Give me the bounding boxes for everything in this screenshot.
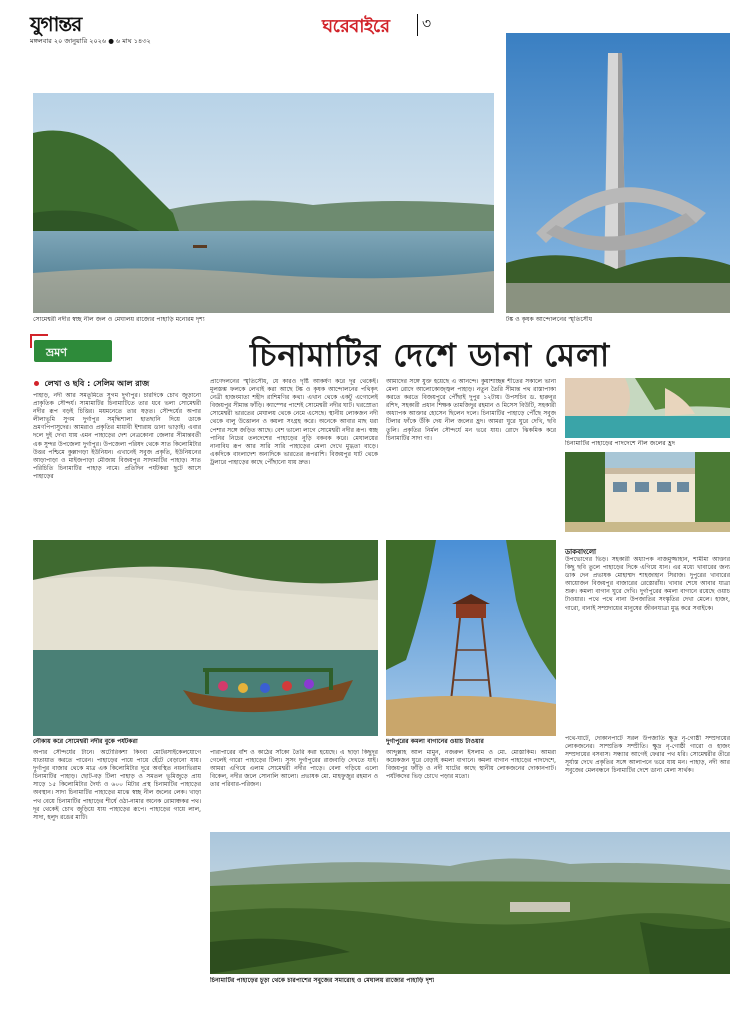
byline-bullet bbox=[34, 381, 39, 386]
tower-photo bbox=[386, 540, 556, 736]
dakbanglo-photo bbox=[565, 452, 730, 532]
monument-photo bbox=[506, 33, 730, 313]
masthead bbox=[0, 0, 747, 45]
boat-photo bbox=[33, 540, 378, 736]
hills-photo-caption: চিনামাটির পাহাড়ের চূড়া থেকে চারপাশের সবুজের সমারোহ ও মেঘালয় রাজ্যের পাহাড়ি দৃশ্য bbox=[210, 977, 435, 984]
article-column-4: উপভোগের ভিড়। সহকারী অধ্যাপক নাজমুজ্জাহান, শামীমা আক্তার কিছু ছবি তুলে পাহাড়ের দিকে এগিয়ে যান। এর মধ্যে খাবারের জন্য ডাক দেন প্রভাষক মোহাম্মদ শাহজাহান সিরাজ। দুপুরের খাবারের আয়োজন বিজয়পুর বাজারের রেস্তোরাঁয়। খাবার শেষে আবার যাত্রা শুরু। কমলা বাগান ঘুরে দেখি। দুর্গাপুরের কমলা বাগানে রয়েছে ওয়াচ টাওয়ার। পথে পথে নানা উপজাতির সংস্কৃতির দেখা মেলে। হাজং, গারো, বানাই সম্প্রদায়ের মানুষের জীবনযাত্রা মুগ্ধ করে সবাইকে। bbox=[565, 556, 730, 612]
category-label: ভ্রমণ bbox=[46, 346, 67, 359]
tower-photo-caption: দুর্গাপুরের কমলা বাগানের ওয়াচ টাওয়ার bbox=[386, 738, 484, 745]
article-column-8: পথে-ঘাটে, দোকানপাটে সরল উপজাতি ক্ষুদ্র নৃ-গোষ্ঠী সম্প্রদায়ের লোকজনের। সাম্প্রতিক সম্প্রীতি। ক্ষুদ্র নৃ-গোষ্ঠী গারো ও হাজং সম্প্রদায়ের বসবাস। সন্ধ্যার আগেই ফেরার পথ ধরি। সোমেশ্বরীর তীরে সূর্যাস্ত দেখে প্রকৃতির সঙ্গে আলাপনে ভরে যায় মন। পাহাড়, নদী আর সবুজের মেলবন্ধনে চিনামাটির দেশে ডানা মেলা সার্থক। bbox=[565, 735, 730, 775]
article-column-2: প্রাণেদলনের স্মৃতিসৌধ, যে কারও দৃষ্টি আকর্ষণ করে দূর থেকেই। মূলস্তম্ভ ফলকে লেখাই করা আছে টঙ্ক ও কৃষক আন্দোলনের পথিকৃৎ নেত্রী হাজংমাতা শহীদ রাশিমণির কথা। এখান থেকে একটু এগোলেই বিজয়পুর সীমান্ত ফাঁড়ি। ক্যাম্পের পাশেই সোমেশ্বরী নদীর ঘাট। খরস্রোতা সোমেশ্বরী ভারতের মেঘালয় থেকে নেমে এসেছে। স্থানীয় লোকজন নদী থেকে বালু উত্তোলন ও কয়লা সংগ্রহ করে। অনেকে আবার মাছ ধরা পেশার সঙ্গে জড়িত আছে। বেশ ভালো লাগে সোমেশ্বরী নদীর রূপ। স্বচ্ছ পানির নিচের তলদেশের পাহাড়ের নুড়ি বকবক করে। মেঘালয়ের নানাবিধ রূপ আর সারি সারি পাহাড়ের মেলা দেখে মুগ্ধতা বাড়ে। একদিকে বাংলাদেশ অন্যদিকে ভারতের রূপরাশি। বিজয়পুর ঘাট থেকে ট্রলারে পাহাড়ের কাছে পৌঁছানো যায় দ্রুত। bbox=[210, 378, 378, 466]
article-column-6: পারাপারের বাঁশ ও কাঠের সাঁকো তৈরি করা হয়েছে। এ ছাড়া কিছুদূর গেলেই গারো পাহাড়ের টিলা। সুসং দুর্গাপুরের রাজবাড়ি দেখতে যাই। আমরা এগিয়ে এলাম সোমেশ্বরী নদীর পাড়ে। বেলা গড়িয়ে এলো বিকেল, নদীর জলে সোনালি আলো। প্রভাষক মো. মাহফুজুর রহমান ও তার পরিবার-পরিজন। bbox=[210, 749, 378, 789]
boat-photo-caption: নৌকায় করে সোমেশ্বরী নদীর বুকে পর্যটকরা bbox=[33, 738, 138, 745]
article-column-1: পাহাড়, নদী আর সমতূমিতে সুগম দুর্গাপুর। চারদিকে চোখ জুড়ানো প্রাকৃতিক সৌন্দর্য। সামামাটির চিনামাটিতে তার ধবে ভলা সোমেশ্বরী নদীর রূপ বড়ই চিত্তির। ময়মনেতে তার ষড়ত। সৌন্দর্যের অপার লীলাভূমি সুগম দুর্গাপুর সমৃদ্ধিশালা হাতছানি দিয়ে ডাকে ভ্রমণপিপাসুদের। আমরাও প্রকৃতির মায়াবী ইশারায় ডানা ভাড়াই। এবার দলে দুই দেখা যায় এমন পাহাড়ের দেশ নেত্রকোনা জেলার সীমান্তবর্তী এক সুন্দর উপজেলা দুর্গাপুর। উপজেলা পরিষদ থেকে সাত কিলোমিটার উত্তর পশ্চিমে কুল্লাগড়া ইউনিয়ন। এখানেই সবুজ প্রকৃতি, ইউনিয়নের আড়াপাড়া ও মাইজপাড়া মৌজায় বিজয়পুর সাদামাটির পাহাড়। সাত পরিচিতি চিনামাটির পাহাড় নামে। প্রতিদিন পর্যটকরা ছুটে আসে পাহাড়ের bbox=[33, 392, 201, 480]
hills-photo bbox=[210, 832, 730, 974]
river-photo-caption: সোমেশ্বরী নদীর স্বচ্ছ নীল জল ও মেঘালয় রাজ্যের পাহাড়ি মনোরম দৃশ্য bbox=[33, 316, 205, 323]
date-line: মঙ্গলবার ২০ জানুয়ারি ২০২৬ ● ৬ মাঘ ১৪৩২ bbox=[30, 37, 151, 45]
river-photo bbox=[33, 93, 494, 313]
dakbanglo-subhead: ডাকবাংলো bbox=[565, 548, 597, 556]
article-column-7: আব্দুল্লাহ আল মামুন, নজরুল ইসলাম ও মো. মোস্তাকিম। আমরা কয়েকজন ঘুরে বেড়াই কমলা বাগানে। কমলা বাগান পাহাড়ের পাদদেশে, বিজয়পুর ফাঁড়ি ও নদী ঘাটের কাছে স্থানীয় লোকজনের দোকানপাট। পর্যটকদের ভিড় চোখে পড়ার মতো। bbox=[386, 749, 556, 781]
page-number: ৩ bbox=[422, 16, 432, 32]
article-column-3: আমাদের সঙ্গে যুক্ত হয়েছে এ আনন্দে। কুয়াশাচ্ছন্ন শীতের সকালে ভানা মেলা রোদে আলোকোজ্জ্বল পাহাড়। নতুন তৈরি সীমান্ত পথ রাস্তাপাকা করতে করতে বিজয়পুরে পৌঁছাই দুপুর ১২টায়। উপসচিব ড. হারুনুর রশিদ, সহকারী প্রধান শিক্ষক তামজিদুর রহমান ও মিসেস বিউটি, সহকারী অধ্যাপক আক্তার হোসেন ছিলেন দলে। চিনামাটির পাহাড়ে পৌঁছে সবুজ টিলার ফাঁকে উঁকি দেয় নীল জলের হ্রদ। আমরা ঘুরে ঘুরে দেখি, ছবি তুলি। প্রকৃতির নির্মল সৌন্দর্যে মন ভরে যায়। রোদে ঝিকমিক করে চিনামাটির সাদা গা। bbox=[386, 378, 556, 442]
category-tab bbox=[34, 340, 112, 362]
newspaper-logo: যুগান্তর bbox=[30, 12, 82, 36]
lake-photo bbox=[565, 378, 730, 438]
headline: চিনামাটির দেশে ডানা মেলা bbox=[250, 336, 611, 374]
section-logo: ঘরেবাইরে bbox=[322, 16, 390, 37]
monument-photo-caption: টঙ্ক ও কৃষক আন্দোলনের স্মৃতিসৌধ bbox=[506, 316, 593, 323]
lake-photo-caption: চিনামাটির পাহাড়ের পাদদেশে নীল জলের হ্রদ bbox=[565, 440, 676, 447]
article-column-5: অপার সৌন্দর্যের টানে। অটোরিকশা কিংবা মোটরসাইকেলযোগে যাতায়াত করতে পারেন। পাহাড়ের পায়ে পায়ে হেঁটে বেড়ানো যায়। দুর্গাপুর বাজার থেকে মাত্র এক কিলোমিটার দূরে অবস্থিত নয়নাভিরাম চিনামাটির পাহাড়। ছোট-বড় টিলা পাহাড় ও সমতল ভূমিজুড়ে প্রায় সাড়ে ১৫ কিলোমিটার দৈর্ঘ্য ও ৬০০ মিটার প্রস্থ চিনামাটির পাহাড়ের অবস্থান। সাদা চিনামাটির পাহাড়ের মাঝে স্বচ্ছ নীল জলের লেক। খাড়া পথ বেয়ে চিনামাটির পাহাড়ের শীর্ষে ওঠা-নামার অনেক রোমাঞ্চকর পথ। দূর থেকেই চোখ জুড়িয়ে যায় পাহাড়ের রূপে। পাহাড়ের গায়ে লাল, সাদা, হলুদ রঙের মাটি। bbox=[33, 749, 201, 821]
page-separator bbox=[417, 14, 418, 36]
byline-text: লেখা ও ছবি : সেলিম আল রাজ bbox=[44, 379, 150, 388]
byline bbox=[34, 378, 149, 391]
